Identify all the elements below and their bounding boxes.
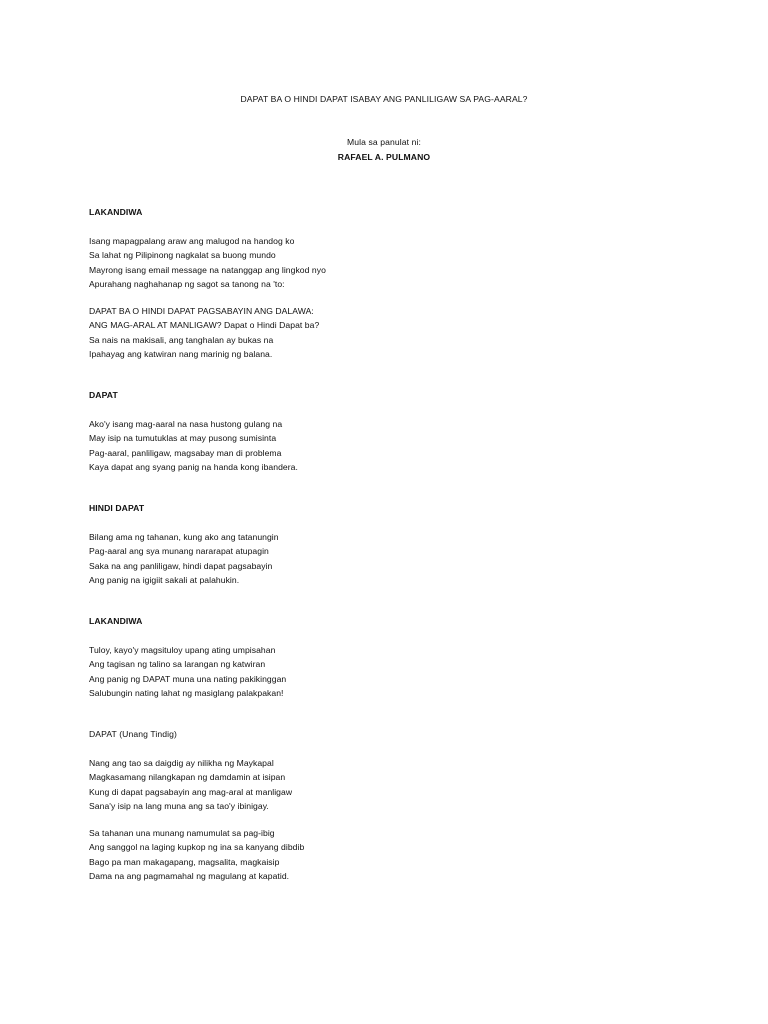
verse-line: Isang mapagpalang araw ang malugod na handog ko bbox=[89, 236, 295, 246]
section-heading-hindi-dapat: HINDI DAPAT bbox=[89, 503, 145, 513]
verse-line: DAPAT BA O HINDI DAPAT PAGSABAYIN ANG DALAWA: bbox=[89, 306, 314, 316]
verse-line: Ang tagisan ng talino sa larangan ng katwiran bbox=[89, 659, 266, 670]
verse-line: Mayrong isang email message na natanggap ang lingkod nyo bbox=[89, 264, 326, 275]
verse-line: Ako'y isang mag-aaral na nasa hustong gulang na bbox=[89, 419, 283, 429]
stanza bbox=[89, 417, 298, 474]
stanza bbox=[89, 234, 326, 291]
verse-line: Ang sanggol na laging kupkop ng ina sa kanyang dibdib bbox=[89, 842, 305, 853]
verse-line: Bilang ama ng tahanan, kung ako ang tatanungin bbox=[89, 532, 279, 542]
verse-line: Apurahang naghahanap ng sagot sa tanong na 'to: bbox=[89, 278, 285, 289]
author-name: RAFAEL A. PULMANO bbox=[337, 152, 431, 162]
section-heading-lakandiwa-2: LAKANDIWA bbox=[89, 616, 143, 626]
verse-line: Magkasamang nilangkapan ng damdamin at isipan bbox=[89, 772, 286, 783]
verse-line: Ipahayag ang katwiran nang marinig ng balana. bbox=[89, 348, 273, 359]
section-heading-dapat-unang-tindig: DAPAT (Unang Tindig) bbox=[89, 729, 177, 739]
verse-line: Saka na ang panliligaw, hindi dapat pagsabayin bbox=[89, 560, 273, 571]
verse-line: Sa tahanan una munang namumulat sa pag-ibig bbox=[89, 828, 275, 838]
stanza bbox=[89, 756, 292, 813]
section-heading-lakandiwa: LAKANDIWA bbox=[89, 207, 143, 217]
verse-line: Ang panig ng DAPAT muna una nating pakikinggan bbox=[89, 673, 287, 684]
verse-line: Dama na ang pagmamahal ng magulang at kapatid. bbox=[89, 870, 290, 881]
stanza bbox=[89, 643, 286, 700]
verse-line: Ang panig na igigiit sakali at palahukin. bbox=[89, 574, 240, 585]
verse-line: Sa lahat ng Pilipinong nagkalat sa buong mundo bbox=[89, 250, 276, 261]
verse-line: Bago pa man makagapang, magsalita, magkaisip bbox=[89, 856, 280, 867]
byline-label: Mula sa panulat ni: bbox=[346, 137, 422, 147]
stanza bbox=[89, 530, 279, 587]
stanza bbox=[89, 826, 304, 883]
verse-line: Sana'y isip na lang muna ang sa tao'y ibinigay. bbox=[89, 800, 269, 811]
verse-line: Kaya dapat ang syang panig na handa kong ibandera. bbox=[89, 461, 298, 472]
verse-line: Pag-aaral, panliligaw, magsabay man di problema bbox=[89, 447, 282, 458]
stanza bbox=[89, 304, 319, 361]
verse-line: Sa nais na makisali, ang tanghalan ay bukas na bbox=[89, 334, 274, 345]
verse-line: May isip na tumutuklas at may pusong sumisinta bbox=[89, 433, 277, 444]
verse-line: ANG MAG-ARAL AT MANLIGAW? Dapat o Hindi Dapat ba? bbox=[89, 320, 320, 331]
verse-line: Kung di dapat pagsabayin ang mag-aral at manligaw bbox=[89, 786, 293, 797]
verse-line: Nang ang tao sa daigdig ay nilikha ng Maykapal bbox=[89, 758, 274, 768]
document-title: DAPAT BA O HINDI DAPAT ISABAY ANG PANLILIGAW SA PAG-AARAL? bbox=[240, 94, 528, 104]
verse-line: Pag-aaral ang sya munang nararapat atupagin bbox=[89, 546, 269, 557]
section-heading-dapat: DAPAT bbox=[89, 390, 118, 400]
verse-line: Tuloy, kayo'y magsituloy upang ating umpisahan bbox=[89, 645, 276, 655]
verse-line: Salubungin nating lahat ng masiglang palakpakan! bbox=[89, 687, 284, 698]
